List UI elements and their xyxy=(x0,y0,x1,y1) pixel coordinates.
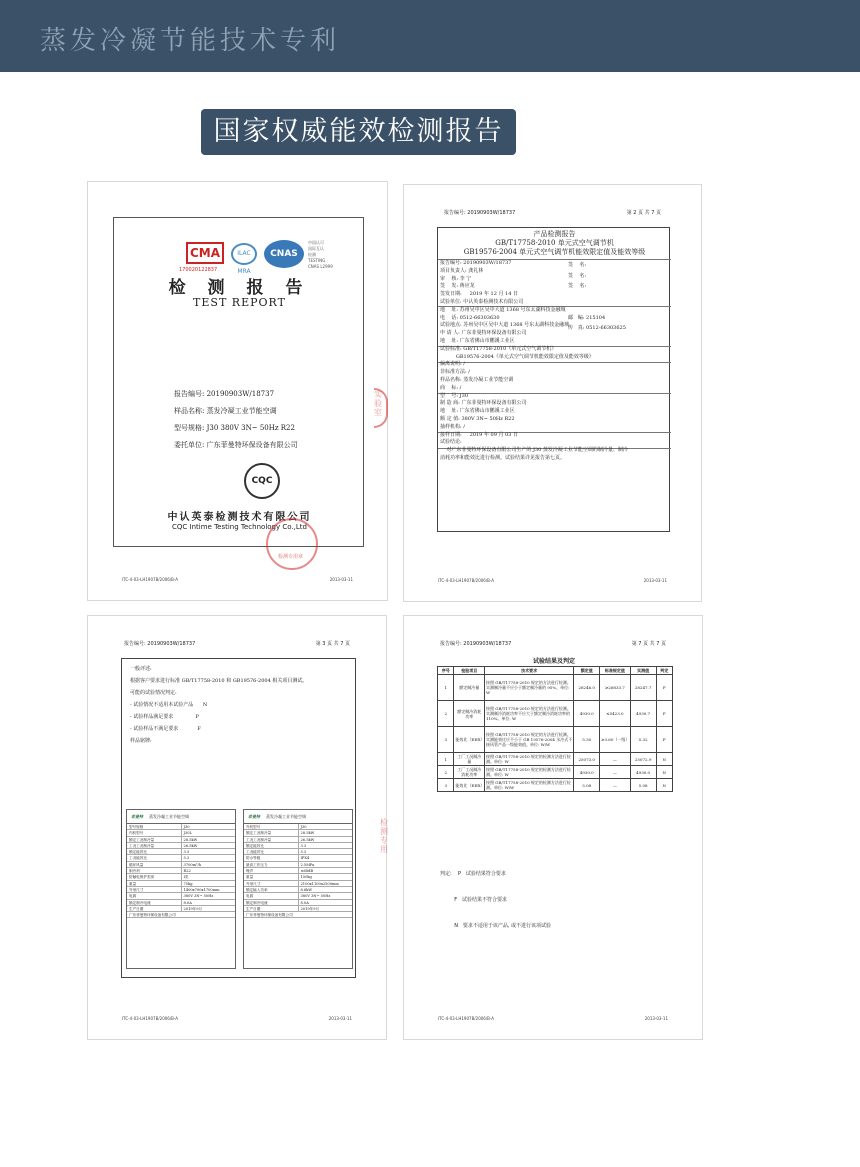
info-heading: 产品检测报告 xyxy=(533,230,576,238)
results-cell: 25073.0 xyxy=(574,753,600,766)
results-cell: N xyxy=(656,766,672,779)
cover-field-sample: 样品名称: 蒸发冷凝工业节能空调 xyxy=(174,407,277,415)
nameplate-value: 8.0A xyxy=(181,900,236,905)
nameplate-label: 电源 xyxy=(246,894,254,899)
nameplate-maker: 广东菲曼特环保设备有限公司 xyxy=(244,912,352,918)
nameplate-label: 额定输入功率 xyxy=(246,887,268,892)
nameplate-label: 额定能效比 xyxy=(129,850,147,855)
results-cell: 4930.7 xyxy=(630,701,656,727)
results-cell: 工厂工况制冷消耗功率 xyxy=(454,766,485,779)
page-number: 第 3 页 共 7 页 xyxy=(315,641,350,647)
table-row xyxy=(438,753,673,766)
results-cell: ≤5423.0 xyxy=(600,701,631,727)
nameplate-value: 3.3 xyxy=(298,843,353,848)
results-cell: 2 xyxy=(438,766,454,779)
judgement-legend: 判定: P 试验结果符合要求 F 试验结果不符合要求 N 要求不适用于该产品, 或不进行该项试验 xyxy=(440,871,551,929)
nameplate-label: 电源 xyxy=(129,894,137,899)
results-cell: 按照 GB/T17758-2010 规定的检测方法进行检测。单位: W/W xyxy=(484,779,573,792)
results-cell: 1 xyxy=(438,675,454,701)
nameplate-brand: 菲曼特 蒸发冷凝工业节能空调 xyxy=(127,810,235,824)
cnas-logo: CNAS xyxy=(264,240,304,268)
nameplate-label: 防水等级 xyxy=(246,856,261,861)
nameplate-label: 噪声 xyxy=(246,869,254,874)
page-number: 第 7 页 共 7 页 xyxy=(631,641,666,647)
nameplate-value: 380V 3N~ 50Hz xyxy=(181,893,236,898)
results-cell: ≥3.60（一级） xyxy=(600,727,631,753)
info-lines: 报告编号: 20190903W/18737 项目负责人: 龚礼林 审 核: 李 宁 签 发: 蒋应龙 签发日期: 2019 年 12 月 14 日 试验单位: 中认英泰检测技术有限公司 地 址: 苏州吴中区吴中大道 1368 号东太湖科技金融城 电 话: 0512-66303630 试验地点: 苏州吴中区吴中大道 1368 号东太湖科技金融城 申 请 人: 广东菲曼特环保设备有限公司 地 址: 广东省佛山市鹏溪工业区 试验标准: GB/T17758-2010《单元式空气调节机》 GB19576-2004《单元式空气调节机能效限定值及能效等级》 偏离说明: / 非标准方法: / 样品名称: 蒸发冷凝工业节能空调 商 标: / 型 号: J30 制 造 商: 广东菲曼特环保设备有限公司 地 址: 广东省佛山市鹏溪工业区 额 定 值: 380V 3N~ 50Hz R22 抽样机构: / 接样日期: 2019 年 09 月 03 日 试验结论: 对广东菲曼特环保设备有限公司生产的 J30 蒸发冷凝工业节能空调的制冷量、制冷 消耗功率和能效比进行检测。试验结果详见报告第七页。 xyxy=(440,260,628,461)
results-table-title: 试验结果及判定 xyxy=(532,658,575,665)
results-cell: 5.08 xyxy=(630,779,656,792)
results-cell: 按照 GB/T17758-2010 规定的方法进行检测。实测制冷量不应小于额定制冷量的 95%。单位: W xyxy=(484,675,573,701)
results-cell: 4930.0 xyxy=(574,701,600,727)
nameplate-value: 5.3 xyxy=(181,855,236,860)
nameplate-value: I类 xyxy=(181,874,236,879)
brand-logo-icon: 菲曼特 xyxy=(248,814,260,819)
results-header-cell: 判定 xyxy=(656,667,672,675)
table-row xyxy=(438,727,673,753)
nameplate-value: R22 xyxy=(181,868,236,873)
results-cell: 28247.7 xyxy=(630,675,656,701)
footer-code: ITC-4-03-LH1907B/2006/B-A xyxy=(122,577,179,582)
nameplate-label: 额定制冷电流 xyxy=(129,900,151,905)
nameplate-label: 防触电保护类别 xyxy=(129,875,155,880)
info-standard-2: GB19576-2004 单元式空气调节机能效限定值及能效等级 xyxy=(463,248,646,256)
results-header-cell: 额定值 xyxy=(574,667,600,675)
nameplate-value: 3.3 xyxy=(181,849,236,854)
table-row xyxy=(438,766,673,779)
nameplate-label: 重量 xyxy=(129,881,137,886)
results-cell: ≥26833.7 xyxy=(600,675,631,701)
cma-logo: CMA xyxy=(186,242,224,264)
nameplate-label: 额定能效比 xyxy=(246,843,264,848)
results-cell: P xyxy=(656,675,672,701)
nameplate-rows xyxy=(244,824,352,912)
results-table-header xyxy=(438,667,673,675)
cnas-caption: 中国认可 国际互认 检测 TESTING CNAS L2999 xyxy=(308,240,333,269)
nameplate-indoor xyxy=(126,809,236,969)
nameplate-value: 2019年9月 xyxy=(298,906,353,911)
info-signatures: 签 名: 签 名: 签 名: 邮 编: 215104 传 真: 0512-66303625 xyxy=(568,262,626,331)
page-number: 第 2 页 共 7 页 xyxy=(626,210,661,216)
results-cell: 4930.0 xyxy=(574,766,600,779)
results-cell: 额定制冷量 xyxy=(454,675,485,701)
results-header-cell: 实测值 xyxy=(630,667,656,675)
nameplate-value: J30 xyxy=(298,824,353,829)
edge-seal-mark-lower: 检测专用 xyxy=(380,818,388,854)
report-page-2 xyxy=(403,184,702,602)
seal-text: 检测专用章 xyxy=(278,554,304,560)
nameplate-value: 150kg xyxy=(298,874,353,879)
report-title: 检 测 报 告 xyxy=(168,278,311,298)
nameplate-value: ≤68dB xyxy=(298,868,353,873)
results-cell: 能效比（EER） xyxy=(454,779,485,792)
nameplate-label: 额定工况制冷量 xyxy=(129,837,155,842)
nameplate-value: 28.5kW xyxy=(298,830,353,835)
results-cell: 1 xyxy=(438,753,454,766)
results-cell: N xyxy=(656,779,672,792)
cover-fields xyxy=(174,386,298,454)
nameplate-label: 工况工况制冷量 xyxy=(246,837,272,842)
results-cell: P xyxy=(656,727,672,753)
cover-field-model: 型号规格: J30 380V 3N~ 50Hz R22 xyxy=(174,424,295,432)
nameplate-label: 生产日期 xyxy=(246,906,261,911)
report-page-3 xyxy=(87,615,387,1040)
nameplate-value: J30L xyxy=(181,830,236,835)
nameplate-value: 2100x1100x2500mm xyxy=(298,881,353,886)
footer-date: 2013-03-11 xyxy=(328,1016,352,1021)
nameplate-maker: 广东菲曼特环保设备有限公司 xyxy=(127,912,235,918)
results-header-cell: 检验项目 xyxy=(454,667,485,675)
brand-logo-icon: 菲曼特 xyxy=(131,814,143,819)
results-header-cell: 标准规定值 xyxy=(600,667,631,675)
report-cover-page xyxy=(87,181,388,601)
nameplate-label: 外机型号 xyxy=(246,825,261,829)
results-cell: 能效比（EER） xyxy=(454,727,485,753)
results-cell: 额定制冷消耗功率 xyxy=(454,701,485,727)
results-cell: — xyxy=(600,753,631,766)
red-seal-icon xyxy=(266,518,318,570)
cqc-logo: CQC xyxy=(244,463,280,499)
results-cell: — xyxy=(600,766,631,779)
nameplate-label: 工况能效比 xyxy=(246,850,264,855)
nameplate-label: 生产日期 xyxy=(129,906,144,911)
nameplate-value: 3700m³/h xyxy=(181,862,236,867)
results-cell: — xyxy=(600,779,631,792)
page-report-no: 报告编号: 20190903W/18737 xyxy=(440,641,512,647)
nameplate-value: 26.5kW xyxy=(181,843,236,848)
cma-number: 170020122837 xyxy=(179,267,218,273)
results-cell: 28246.0 xyxy=(574,675,600,701)
cover-field-client: 委托单位: 广东菲曼特环保设备有限公司 xyxy=(174,441,298,449)
nameplate-label: 额定工况制冷量 xyxy=(246,831,272,836)
results-cell: 5.08 xyxy=(574,779,600,792)
header-bar xyxy=(0,0,860,72)
results-cell: 按照 GB/T17758-2010 规定的检测方法进行检测。单位: W xyxy=(484,753,573,766)
table-row xyxy=(438,701,673,727)
nameplate-label: 工况工况制冷量 xyxy=(129,843,155,848)
results-cell: 2 xyxy=(438,701,454,727)
page-report-no: 报告编号: 20190903W/18737 xyxy=(444,210,516,216)
nameplate-label: 内机型号 xyxy=(129,831,144,836)
footer-date: 2013-03-11 xyxy=(644,1016,668,1021)
report-info-table xyxy=(437,227,670,532)
section-banner: 国家权威能效检测报告 xyxy=(201,109,516,155)
footer-date: 2013-03-11 xyxy=(329,577,353,582)
results-cell: 工厂工况制冷量 xyxy=(454,753,485,766)
nameplate-label: 外形尺寸 xyxy=(246,881,261,886)
nameplate-rows xyxy=(127,824,235,912)
general-remarks-box xyxy=(121,658,356,978)
footer-code: ITC-4-03-LH1907B/2006/B-A xyxy=(438,1016,495,1021)
nameplate-label: 外形尺寸 xyxy=(129,887,144,892)
report-subtitle: TEST REPORT xyxy=(193,296,286,309)
results-cell: P xyxy=(656,701,672,727)
nameplate-label: 额定制冷电流 xyxy=(246,900,268,905)
nameplate-value: IPX4 xyxy=(298,855,353,860)
nameplate-label: 最高工作压力 xyxy=(246,862,268,867)
nameplate-value: 26.5kW xyxy=(298,837,353,842)
cover-frame xyxy=(113,217,364,560)
org-name-cn: 中认英泰检测技术有限公司 xyxy=(167,512,312,523)
edge-seal-mark: 实验室 xyxy=(374,390,382,417)
nameplate-value: 8.6kW xyxy=(298,887,353,892)
nameplate-value: 8.0A xyxy=(298,900,353,905)
general-remarks: 一般评述: 根据客户要求进行标准 GB/T17758-2010 和 GB19576-2004 相关项目测试。 可能的试验情况判定: - 试验情况不适用本试验产品 N - 试验样品满足要求 P - 试验样品不满足要求 F 样品铭牌: xyxy=(130,666,308,744)
nameplate-value: J30 xyxy=(181,824,236,829)
table-row xyxy=(438,675,673,701)
nameplate-label: 工况能效比 xyxy=(129,856,147,861)
org-name-en: CQC Intime Testing Technology Co.,Ltd xyxy=(172,523,307,531)
footer-date: 2013-03-11 xyxy=(643,578,667,583)
nameplate-outdoor xyxy=(243,809,353,969)
cover-field-report-no: 报告编号: 20190903W/18737 xyxy=(174,390,275,398)
footer-code: ITC-4-03-LH1907B/2006/B-A xyxy=(438,578,495,583)
info-standard-1: GB/T17758-2010 单元式空气调节机 xyxy=(495,239,614,247)
nameplate-label: 循环风量 xyxy=(129,862,144,867)
table-row xyxy=(438,779,673,792)
results-table xyxy=(437,666,673,792)
nameplate-brand: 菲曼特 蒸发冷凝工业节能空调 xyxy=(244,810,352,824)
nameplate-value: 75kg xyxy=(181,881,236,886)
nameplate-label: 型号规格 xyxy=(129,825,144,829)
nameplate-value: 2019年9月 xyxy=(181,906,236,911)
nameplate-value: 5.3 xyxy=(298,849,353,854)
footer-code: ITC-4-03-LH1907B/2006/B-A xyxy=(122,1016,179,1021)
nameplate-label: 重量 xyxy=(246,875,254,880)
results-cell: 按照 GB/T17758-2010 规定的方法进行检测。实测能效比应不小于 GB 19576-2004 水冷式不接风管产品一级能效值。单位: W/W xyxy=(484,727,573,753)
report-page-7 xyxy=(403,615,703,1040)
nameplate-value: 2.5MPa xyxy=(298,862,353,867)
results-cell: 5.30 xyxy=(574,727,600,753)
header-title: 蒸发冷凝节能技术专利 xyxy=(40,26,341,56)
ilac-logo: ILAC MRA xyxy=(231,243,257,265)
nameplate-label: 制冷剂 xyxy=(129,869,140,874)
results-cell: 按照 GB/T17758-2010 规定的检测方法进行检测。单位: W xyxy=(484,766,573,779)
results-cell: 4930.0 xyxy=(630,766,656,779)
results-cell: 3 xyxy=(438,727,454,753)
nameplate-value: 1400x700x1700mm xyxy=(181,887,236,892)
results-cell: N xyxy=(656,753,672,766)
results-header-cell: 序号 xyxy=(438,667,454,675)
results-cell: 5.32 xyxy=(630,727,656,753)
page-report-no: 报告编号: 20190903W/18737 xyxy=(124,641,196,647)
results-cell: 按照 GB/T17758-2010 规定的方法进行检测。实测制冷消耗功率不应大于额定制冷消耗功率的 110%。单位: W xyxy=(484,701,573,727)
nameplate-value: 380V 3N~ 50Hz xyxy=(298,893,353,898)
results-cell: 25072.9 xyxy=(630,753,656,766)
results-cell: 3 xyxy=(438,779,454,792)
nameplate-value: 28.5kW xyxy=(181,837,236,842)
results-header-cell: 技术要求 xyxy=(484,667,573,675)
